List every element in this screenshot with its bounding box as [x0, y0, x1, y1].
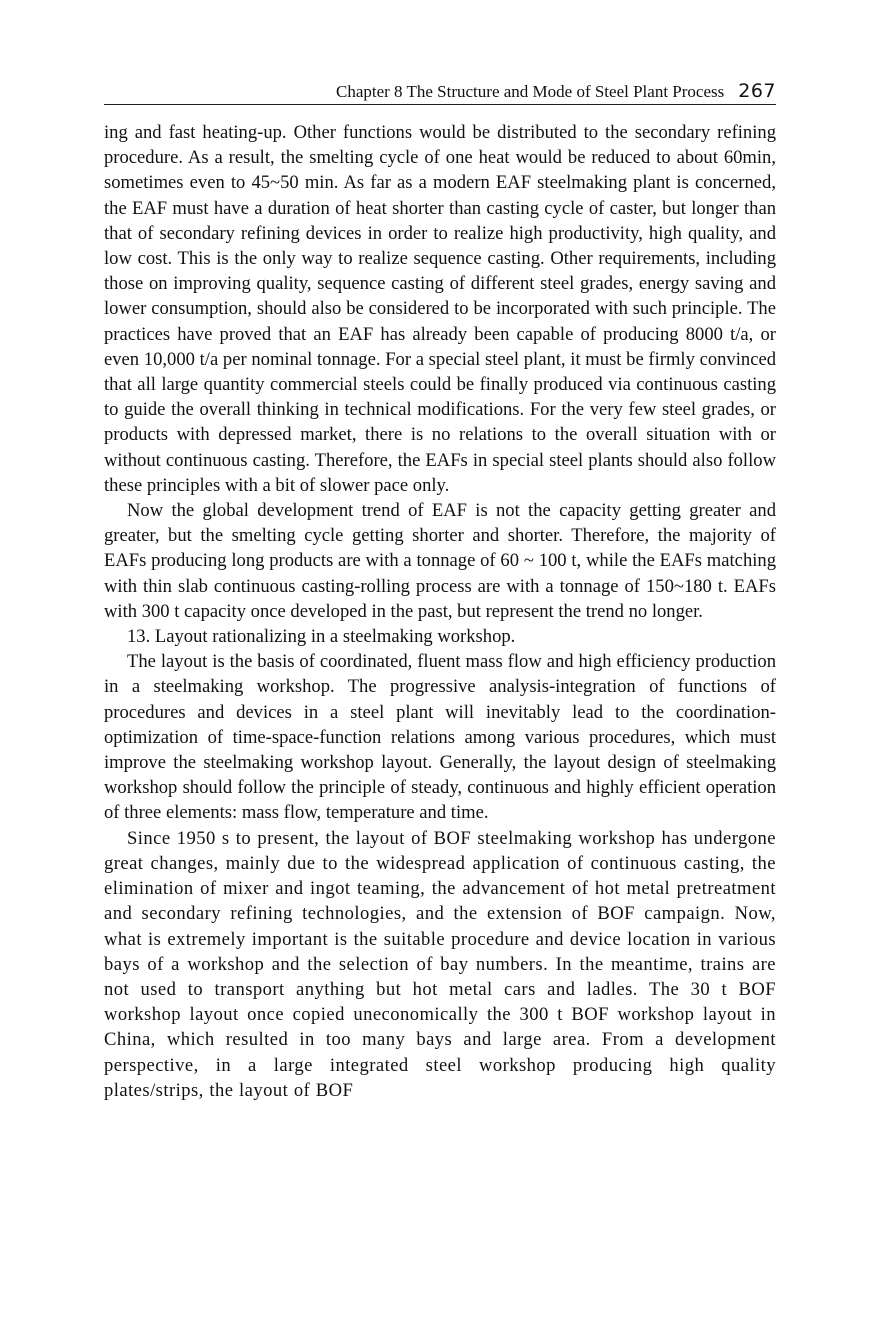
section-heading-layout: 13. Layout rationalizing in a steelmaking workshop.	[127, 626, 516, 648]
page-number: 267	[738, 80, 776, 102]
paragraph-eaf-trend: Now the global development trend of EAF is not the capacity getting greater and greater, but the smelting cycle getting shorter and shorter. Therefore, the majority of EAFs producing long products are with a tonnage of 60 ~ 100 t, while the EAFs matching with thin slab continuous casting-rolling process are with a tonnage of 150~180 t. EAFs with 300 t capacity once developed in the past, but represent the trend no longer.	[104, 500, 776, 622]
chapter-title: Chapter 8 The Structure and Mode of Steel Plant Process	[335, 82, 725, 101]
body-text	[104, 120, 776, 1103]
running-header	[104, 78, 776, 105]
paragraph-eaf-cycle: ing and fast heating-up. Other functions would be distributed to the secondary refining procedure. As a result, the smelting cycle of one heat would be reduced to about 60min, sometimes even to 45~50 min. As far as a modern EAF steelmaking plant is concerned, the EAF must have a duration of heat shorter than casting cycle of caster, but longer than that of secondary refining devices in order to realize high productivity, high quality, and low cost. This is the only way to realize sequence casting. Other requirements, including those on improving quality, sequence casting of different steel grades, energy saving and lower consumption, should also be considered to be incorporated with such principle. The practices have proved that an EAF has already been capable of producing 8000 t/a, or even 10,000 t/a per nominal tonnage. For a special steel plant, it must be firmly convinced that all large quantity commercial steels could be finally produced via continuous casting to guide the overall thinking in technical modifications. For the very few steel grades, or products with depressed market, there is no relations to the overall situation with or without continuous casting. Therefore, the EAFs in special steel plants should also follow these principles with a bit of slower pace only.	[104, 122, 776, 496]
paragraph-layout-basis: The layout is the basis of coordinated, fluent mass flow and high efficiency production in a steelmaking workshop. The progressive analysis-integration of functions of procedures and devices in a steel plant will inevitably lead to the coordination-optimization of time-space-function relations among various procedures, which must improve the steelmaking workshop layout. Generally, the layout design of steelmaking workshop should follow the principle of steady, continuous and highly efficient operation of three elements: mass flow, temperature and time.	[104, 651, 776, 824]
paragraph-bof-layout: Since 1950 s to present, the layout of BOF steelmaking workshop has undergone great changes, mainly due to the widespread application of continuous casting, the elimination of mixer and ingot teaming, the advancement of hot metal pretreatment and secondary refining technologies, and the extension of BOF campaign. Now, what is extremely important is the suitable procedure and device location in various bays of a workshop and the selection of bay numbers. In the meantime, trains are not used to transport anything but hot metal cars and ladles. The 30 t BOF workshop layout once copied uneconomically the 300 t BOF workshop layout in China, which resulted in too many bays and large area. From a development perspective, in a large integrated steel workshop producing high quality plates/strips, the layout of BOF	[104, 827, 776, 1101]
